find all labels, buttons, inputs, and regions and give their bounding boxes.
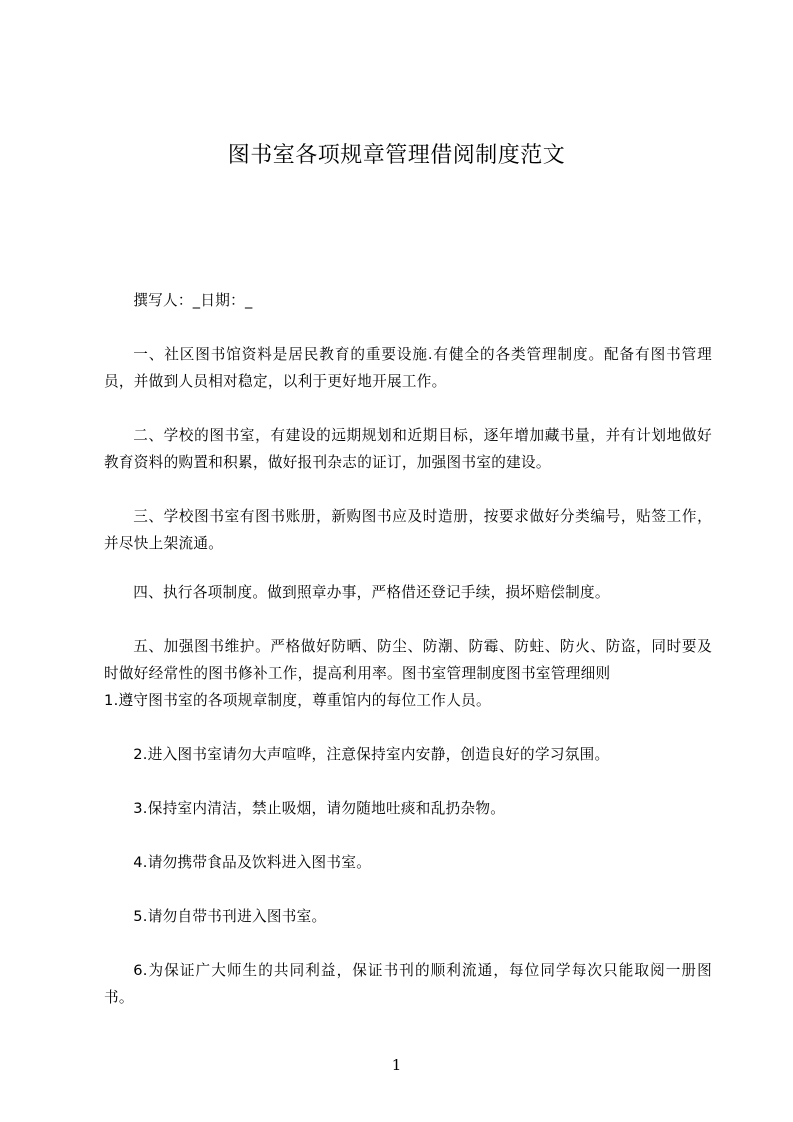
page-number: 1 bbox=[391, 1056, 402, 1074]
paragraph-1: 一、社区图书馆资料是居民教育的重要设施.有健全的各类管理制度。配备有图书管理员，并做到人员相对稳定，以利于更好地开展工作。 bbox=[104, 346, 712, 390]
rule-3: 3.保持室内清洁，禁止吸烟，请勿随地吐痰和乱扔杂物。 bbox=[133, 800, 506, 817]
rule-2: 2.进入图书室请勿大声喧哗，注意保持室内安静，创造良好的学习氛围。 bbox=[133, 746, 610, 763]
paragraph-4: 四、执行各项制度。做到照章办事，严格借还登记手续，损坏赔偿制度。 bbox=[133, 584, 610, 601]
document-title: 图书室各项规章管理借阅制度范文 bbox=[227, 143, 566, 168]
rule-4: 4.请勿携带食品及饮料进入图书室。 bbox=[133, 854, 372, 871]
rule-6: 6.为保证广大师生的共同利益，保证书刊的顺利流通，每位同学每次只能取阅一册图书。 bbox=[104, 962, 712, 1006]
paragraph-3: 三、学校图书室有图书账册，新购图书应及时造册，按要求做好分类编号，贴签工作，并尽快上架流通。 bbox=[104, 508, 712, 552]
rule-1: 1.遵守图书室的各项规章制度，尊重馆内的每位工作人员。 bbox=[104, 692, 491, 709]
rule-5: 5.请勿自带书刊进入图书室。 bbox=[133, 908, 327, 925]
paragraph-5: 五、加强图书维护。严格做好防晒、防尘、防潮、防霉、防蛀、防火、防盗，同时要及时做好经常性的图书修补工作，提高利用率。图书室管理制度图书室管理细则 bbox=[104, 638, 712, 682]
author-date-line: 撰写人：_日期：_ bbox=[133, 292, 253, 309]
paragraph-2: 二、学校的图书室，有建设的远期规划和近期目标，逐年增加藏书量，并有计划地做好教育资料的购置和积累，做好报刊杂志的证订，加强图书室的建设。 bbox=[104, 427, 712, 471]
